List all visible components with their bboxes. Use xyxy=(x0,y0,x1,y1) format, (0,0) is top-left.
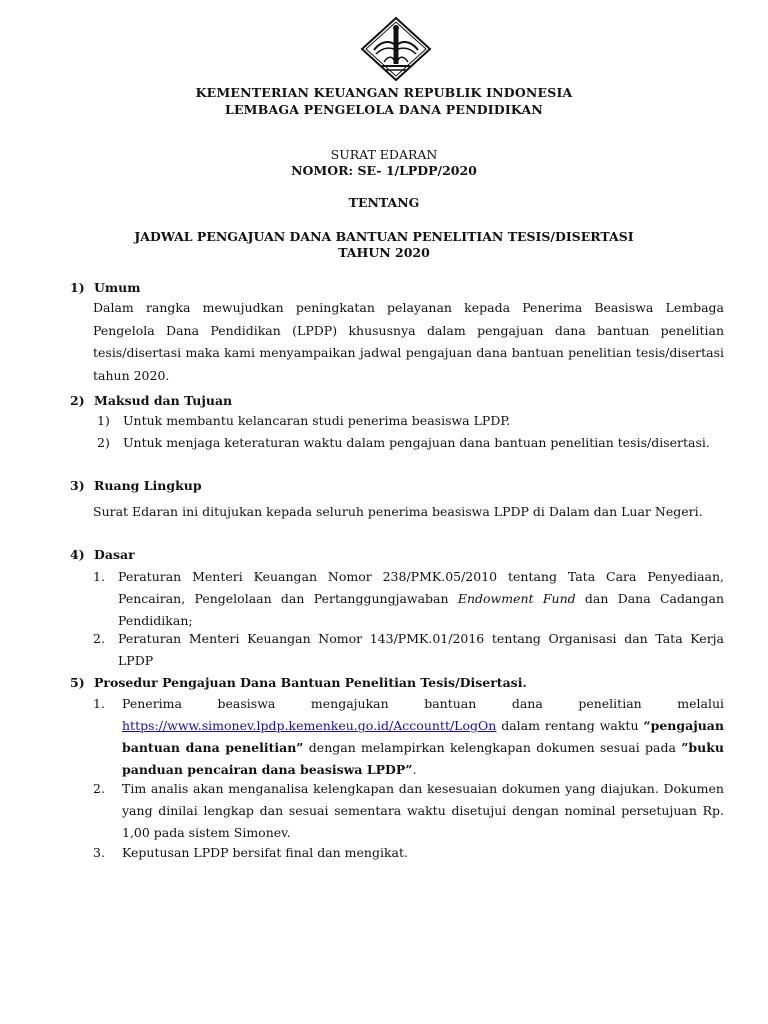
item-text-part: dan Dana Cadangan Pendidikan; xyxy=(118,591,724,628)
item-text-part: . xyxy=(412,762,417,777)
item-text-italic: Endowment Fund xyxy=(457,591,576,606)
section-title: Prosedur Pengajuan Dana Bantuan Penelitian Tesis/Disertasi. xyxy=(94,675,527,690)
simonev-login-link[interactable]: https://www.simonev.lpdp.kemenkeu.go.id/Accountt/LogOn xyxy=(122,718,497,733)
item-text: Untuk membantu kelancaran studi penerima beasiswa LPDP. xyxy=(123,413,511,428)
section-number: 2) xyxy=(70,393,85,408)
doc-title-line1: JADWAL PENGAJUAN DANA BANTUAN PENELITIAN TESIS/DISERTASI xyxy=(134,229,634,244)
section-title: Maksud dan Tujuan xyxy=(94,393,233,408)
section-2-item-1 xyxy=(97,410,724,432)
section-title: Dasar xyxy=(94,547,135,562)
section-1-body: Dalam rangka mewujudkan peningkatan pelayanan kepada Penerima Beasiswa Lembaga Pengelola Dana Pendidikan (LPDP) khususnya dalam pengajuan dana bantuan penelitian tesis/disertasi maka kami menyampaikan jadwal pengajuan dana bantuan penelitian tesis/disertasi tahun 2020. xyxy=(93,300,724,383)
doc-type: SURAT EDARAN xyxy=(330,147,438,162)
item-number: 1. xyxy=(93,569,105,584)
section-title: Umum xyxy=(94,280,141,295)
section-5-item-1 xyxy=(93,693,724,781)
agency-name: LEMBAGA PENGELOLA DANA PENDIDIKAN xyxy=(224,102,544,117)
section-5-item-3 xyxy=(93,842,724,864)
item-text: Untuk menjaga keteraturan waktu dalam pengajuan dana bantuan penelitian tesis/disertasi. xyxy=(123,435,710,450)
item-text xyxy=(93,566,724,632)
doc-about: TENTANG xyxy=(348,195,420,210)
doc-title-line2: TAHUN 2020 xyxy=(338,245,430,260)
section-2-heading xyxy=(70,393,232,408)
section-4-item-2 xyxy=(93,628,724,672)
section-2-item-2 xyxy=(97,432,724,454)
item-number: 2) xyxy=(97,435,110,450)
section-number: 3) xyxy=(70,478,85,493)
ministry-name: KEMENTERIAN KEUANGAN REPUBLIK INDONESIA xyxy=(195,85,573,100)
item-text-part: dengan melampirkan kelengkapan dokumen sesuai pada xyxy=(303,740,682,755)
section-title: Ruang Lingkup xyxy=(94,478,202,493)
item-text-part: dalam rentang waktu xyxy=(496,718,644,733)
item-number: 3. xyxy=(93,845,105,860)
item-number: 2. xyxy=(93,631,105,646)
item-text-bold: ”buku panduan pencairan dana beasiswa LPDP” xyxy=(122,740,724,777)
section-3-heading xyxy=(70,478,202,493)
section-4-heading xyxy=(70,547,135,562)
item-text: Tim analis akan menganalisa kelengkapan dan kesesuaian dokumen yang diajukan. Dokumen yang dinilai lengkap dan sesuai sementara waktu disetujui dengan nominal persetujuan Rp. 1,00 pada sistem Simonev. xyxy=(122,781,724,840)
section-number: 4) xyxy=(70,547,85,562)
item-number: 2. xyxy=(93,781,105,796)
item-text xyxy=(93,693,724,781)
section-5-item-2 xyxy=(93,778,724,844)
item-text: Peraturan Menteri Keuangan Nomor 143/PMK.01/2016 tentang Organisasi dan Tata Kerja LPDP xyxy=(118,631,724,668)
item-text-part: Penerima beasiswa mengajukan bantuan dana penelitian melalui xyxy=(122,696,724,711)
doc-number: NOMOR: SE- 1/LPDP/2020 xyxy=(291,163,477,178)
kemenkeu-logo-icon xyxy=(360,16,432,82)
section-1-heading xyxy=(70,280,140,295)
section-number: 1) xyxy=(70,280,85,295)
section-3-body: Surat Edaran ini ditujukan kepada seluruh penerima beasiswa LPDP di Dalam dan Luar Negeri. xyxy=(93,504,703,519)
item-number: 1) xyxy=(97,413,110,428)
section-4-item-1 xyxy=(93,566,724,632)
item-text-part: Peraturan Menteri Keuangan Nomor 238/PMK.05/2010 tentang Tata Cara Penyediaan, Pencairan, Pengelolaan dan Pertanggungjawaban xyxy=(118,569,724,606)
section-number: 5) xyxy=(70,675,85,690)
item-text-bold: “pengajuan bantuan dana penelitian” xyxy=(122,718,724,755)
item-text: Keputusan LPDP bersifat final dan mengikat. xyxy=(122,845,409,860)
section-5-heading xyxy=(70,675,527,690)
item-number: 1. xyxy=(93,696,105,711)
